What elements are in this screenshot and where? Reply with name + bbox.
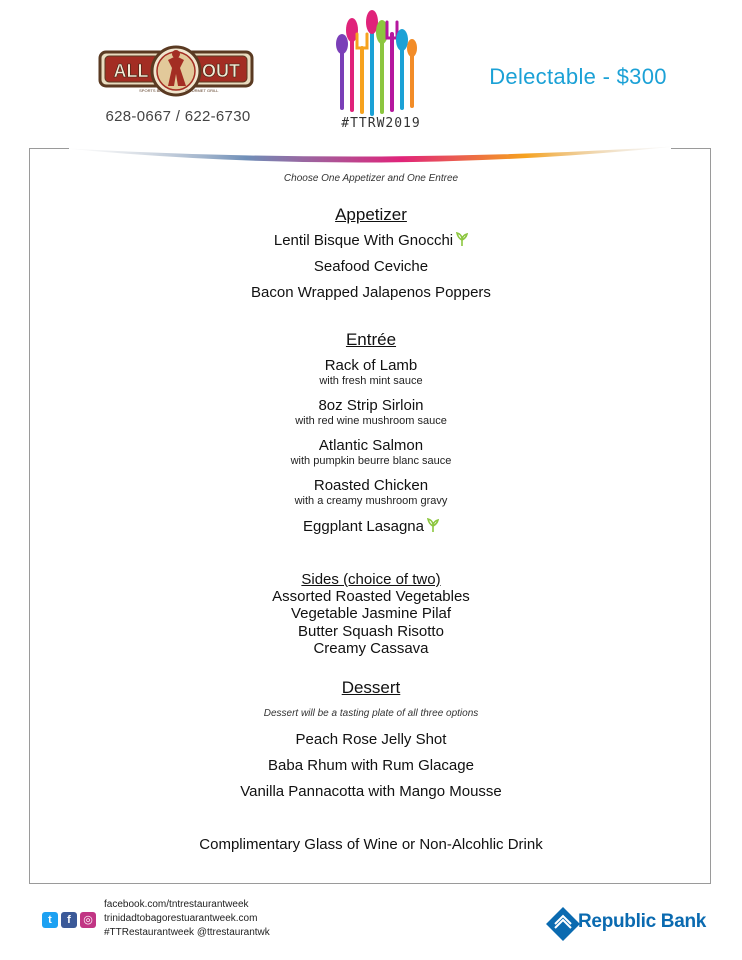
- entree-item: Roasted Chicken: [313, 477, 429, 494]
- logo-text-all: ALL: [113, 61, 149, 81]
- side-item: Assorted Roasted Vegetables: [272, 588, 470, 605]
- phone-numbers: 628-0667 / 622-6730: [105, 108, 251, 125]
- facebook-icon[interactable]: f: [61, 912, 77, 928]
- entree-item: 8oz Strip Sirloin: [318, 397, 424, 414]
- dessert-item: Peach Rose Jelly Shot: [295, 731, 447, 748]
- appetizer-item: [0, 232, 742, 249]
- entree-heading: Entrée: [345, 330, 397, 349]
- appetizer-heading: Appetizer: [335, 205, 407, 224]
- entree-item: Atlantic Salmon: [318, 437, 424, 454]
- svg-text:SPORTS BAR: SPORTS BAR: [139, 88, 165, 93]
- entree-item-desc: with red wine mushroom sauce: [295, 415, 447, 427]
- republic-bank-logo-icon: [545, 906, 581, 942]
- entree-item-desc: with pumpkin beurre blanc sauce: [290, 455, 452, 467]
- all-out-logo: [98, 42, 254, 104]
- appetizer-item-name: Lentil Bisque With Gnocchi: [273, 232, 454, 249]
- footer-link[interactable]: trinidadtobagorestuarantweek.com: [104, 913, 258, 924]
- dessert-heading: Dessert: [341, 678, 401, 697]
- sponsor-name: Republic Bank: [578, 911, 707, 932]
- twitter-icon[interactable]: t: [42, 912, 58, 928]
- dessert-note: Dessert will be a tasting plate of all three options: [263, 708, 479, 719]
- entree-item-desc: with a creamy mushroom gravy: [294, 495, 448, 507]
- logo-text-out: OUT: [202, 61, 240, 81]
- cutlery-art-icon: [328, 8, 428, 118]
- vegetarian-leaf-icon: [427, 518, 439, 532]
- appetizer-item: Seafood Ceviche: [313, 258, 429, 275]
- footer-hashtags: #TTRestaurantweek @ttrestaurantwk: [104, 927, 270, 938]
- side-item: Creamy Cassava: [313, 640, 429, 657]
- event-hashtag: #TTRW2019: [341, 116, 421, 131]
- sides-heading: Sides (choice of two): [301, 571, 441, 588]
- dessert-item: Vanilla Pannacotta with Mango Mousse: [240, 783, 502, 800]
- vegetarian-leaf-icon: [456, 232, 468, 246]
- menu-tier-price: Delectable - $300: [489, 64, 667, 89]
- entree-item-name: Eggplant Lasagna: [303, 518, 424, 535]
- svg-text:GOURMET GRILL: GOURMET GRILL: [185, 88, 219, 93]
- entree-item: [0, 518, 742, 535]
- instructions: Choose One Appetizer and One Entree: [283, 173, 459, 184]
- entree-item-desc: with fresh mint sauce: [319, 375, 423, 387]
- side-item: Butter Squash Risotto: [298, 623, 444, 640]
- side-item: Vegetable Jasmine Pilaf: [290, 605, 452, 622]
- appetizer-item: Bacon Wrapped Jalapenos Poppers: [251, 284, 491, 301]
- instagram-icon[interactable]: ◎: [80, 912, 96, 928]
- dessert-item: Baba Rhum with Rum Glacage: [268, 757, 474, 774]
- entree-item: Rack of Lamb: [324, 357, 418, 374]
- footer-link[interactable]: facebook.com/tntrestaurantweek: [104, 899, 249, 910]
- social-icons: [42, 912, 98, 930]
- complimentary-drink: Complimentary Glass of Wine or Non-Alcohlic Drink: [199, 836, 543, 853]
